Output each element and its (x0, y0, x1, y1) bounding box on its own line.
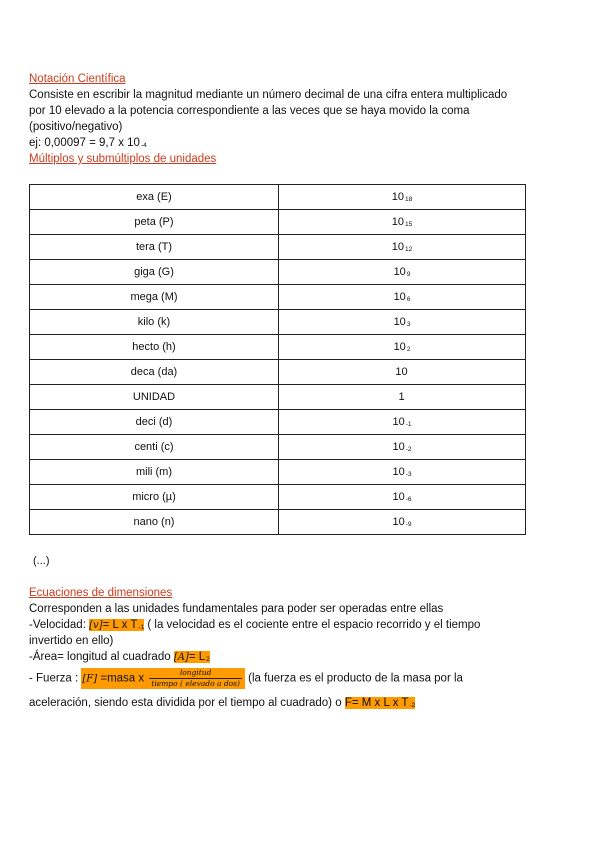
table-row (30, 335, 526, 360)
prefix-name-cell: UNIDAD (30, 385, 279, 410)
table-row (30, 210, 526, 235)
power-base: 10 (393, 291, 406, 303)
power-base: 1 (398, 391, 405, 403)
table-row (30, 410, 526, 435)
area-formula (174, 651, 210, 663)
example-line (29, 137, 147, 149)
velocity-note: ( la velocidad es el cociente entre el espacio recorrido y el tiempo (144, 619, 481, 631)
dimensions-intro: Corresponden a las unidades fundamentales para poder ser operadas entre ellas (29, 603, 444, 615)
velocity-eq: = L x T (102, 619, 138, 631)
units-table (29, 184, 526, 535)
section-heading-scientific-notation: Notación Científica (29, 73, 126, 85)
table-row (30, 485, 526, 510)
example-text: ej: 0,00097 = 9,7 x 10 (29, 137, 140, 149)
table-row (30, 510, 526, 535)
power-cell (279, 285, 526, 310)
ellipsis: (...) (33, 555, 50, 567)
table-row (30, 310, 526, 335)
prefix-name-cell: nano (n) (30, 510, 279, 535)
prefix-name-cell: centi (c) (30, 435, 279, 460)
section-heading-dimensions: Ecuaciones de dimensiones (29, 587, 173, 599)
paragraph-line: por 10 elevado a la potencia correspondiente a las veces que se haya movido la coma (29, 105, 470, 117)
prefix-name-cell: deci (d) (30, 410, 279, 435)
power-cell (279, 185, 526, 210)
area-label: -Área= longitud al cuadrado (29, 651, 174, 663)
force-symbol: [F] (82, 673, 98, 685)
velocity-formula (89, 619, 144, 631)
power-cell (279, 335, 526, 360)
force-label: - Fuerza : (29, 672, 82, 685)
power-cell (279, 260, 526, 285)
paragraph-line: (positivo/negativo) (29, 121, 123, 133)
power-exponent: 2 (406, 346, 411, 353)
power-cell (279, 510, 526, 535)
power-cell (279, 435, 526, 460)
power-cell (279, 360, 526, 385)
force-final-eq: F= M x L x T (344, 697, 409, 709)
prefix-name-cell: giga (G) (30, 260, 279, 285)
prefix-name-cell: deca (da) (30, 360, 279, 385)
table-row (30, 185, 526, 210)
velocity-note-cont: invertido en ello) (29, 635, 114, 647)
velocity-exponent: -1 (138, 624, 145, 631)
force-formula (81, 668, 245, 689)
power-cell (279, 385, 526, 410)
example-exponent: -4 (140, 142, 147, 149)
prefix-name-cell: micro (µ) (30, 485, 279, 510)
power-base: 10 (393, 266, 406, 278)
area-exponent: 2 (206, 656, 210, 663)
power-base: 10 (395, 366, 408, 378)
force-line (29, 668, 463, 689)
table-row (30, 360, 526, 385)
table-row (30, 385, 526, 410)
area-line (29, 651, 210, 663)
power-exponent: 18 (405, 196, 413, 203)
force-note-cont-line (29, 697, 415, 709)
power-exponent: -9 (405, 521, 412, 528)
power-exponent: 12 (405, 246, 413, 253)
power-base: 10 (393, 316, 406, 328)
paragraph-line: Consiste en escribir la magnitud mediante un número decimal de una cifra entera multiplicado (29, 89, 508, 101)
power-cell (279, 410, 526, 435)
power-exponent: -3 (405, 471, 412, 478)
force-note-cont: aceleración, siendo esta dividida por el tiempo al cuadrado) o (29, 697, 345, 709)
power-base: 10 (391, 191, 404, 203)
force-note: (la fuerza es el producto de la masa por la (244, 672, 463, 685)
power-cell (279, 485, 526, 510)
power-exponent: -1 (405, 421, 412, 428)
power-cell (279, 210, 526, 235)
power-base: 10 (392, 416, 405, 428)
table-row (30, 285, 526, 310)
table-row (30, 460, 526, 485)
table-row (30, 435, 526, 460)
table-row (30, 235, 526, 260)
power-base: 10 (392, 441, 405, 453)
power-exponent: 15 (405, 221, 413, 228)
power-base: 10 (393, 341, 406, 353)
prefix-name-cell: hecto (h) (30, 335, 279, 360)
power-cell (279, 235, 526, 260)
table-row (30, 260, 526, 285)
prefix-name-cell: exa (E) (30, 185, 279, 210)
power-exponent: 3 (406, 321, 411, 328)
fraction-numerator: longitud (149, 668, 242, 679)
prefix-name-cell: peta (P) (30, 210, 279, 235)
area-eq: = L (188, 651, 206, 663)
force-final-exponent: -2 (409, 702, 416, 709)
power-base: 10 (392, 491, 405, 503)
prefix-name-cell: tera (T) (30, 235, 279, 260)
force-fraction (149, 668, 242, 689)
velocity-symbol: [v] (89, 620, 103, 631)
power-cell (279, 310, 526, 335)
power-exponent: 6 (406, 296, 411, 303)
power-base: 10 (391, 216, 404, 228)
power-base: 10 (392, 516, 405, 528)
power-cell (279, 460, 526, 485)
prefix-name-cell: kilo (k) (30, 310, 279, 335)
power-base: 10 (391, 241, 404, 253)
area-symbol: [A] (173, 652, 189, 663)
prefix-name-cell: mega (M) (30, 285, 279, 310)
velocity-label: -Velocidad: (29, 619, 90, 631)
force-eq: =masa x (97, 672, 148, 685)
force-final-formula (345, 697, 415, 709)
velocity-line (29, 619, 480, 631)
power-exponent: 9 (406, 271, 411, 278)
power-exponent: -2 (405, 446, 412, 453)
power-base: 10 (392, 466, 405, 478)
section-heading-multiples: Múltiplos y submúltiplos de unidades (29, 153, 217, 165)
power-exponent: -6 (405, 496, 412, 503)
fraction-denominator: tiempo ( elevado a dos) (151, 679, 240, 688)
prefix-name-cell: mili (m) (30, 460, 279, 485)
